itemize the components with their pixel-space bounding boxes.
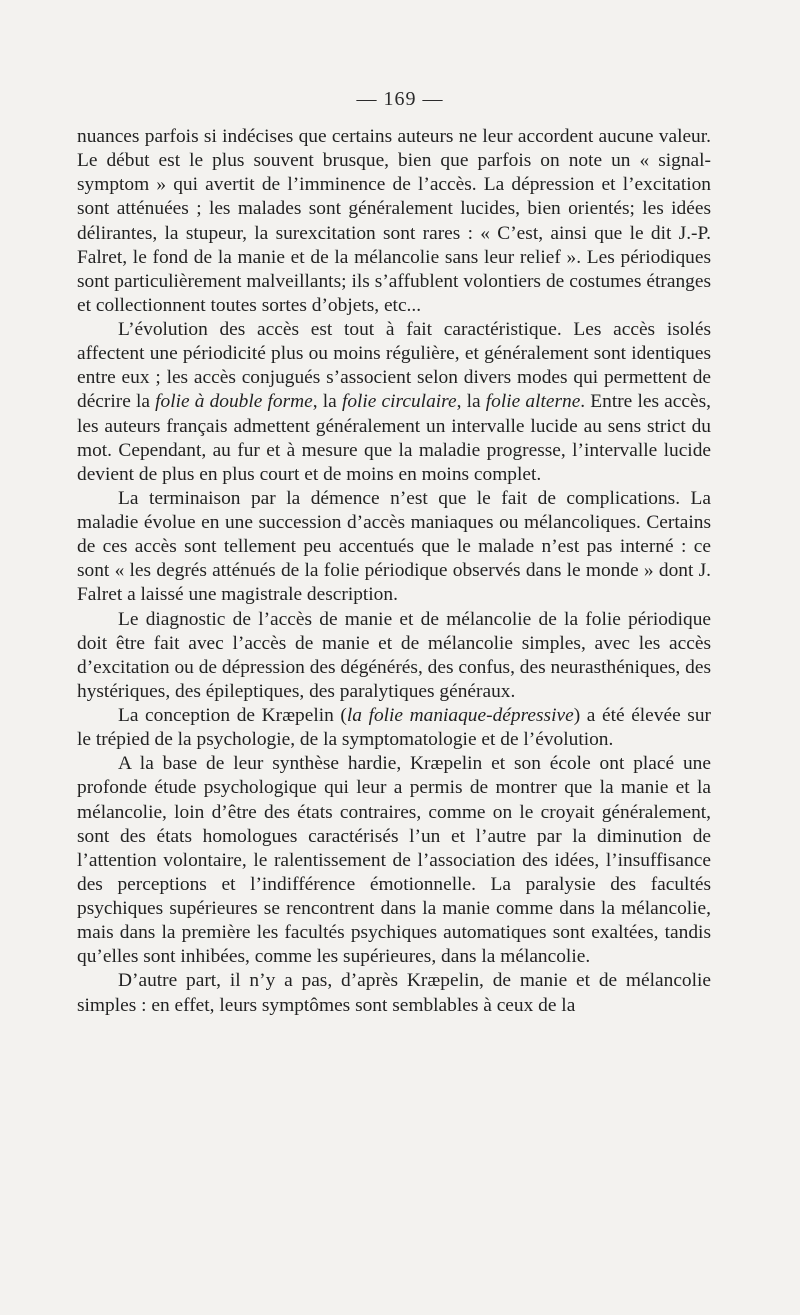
text-run: , la bbox=[312, 391, 342, 413]
text-run: . Entre les accès, les auteurs français admettent généralement un intervalle lucide au sens strict du mot. Cependant, au fur et à mesure que la maladie progresse, l’intervalle lucide devient de plus en plus court et de moins en moins complet. bbox=[77, 391, 711, 485]
paragraph bbox=[77, 704, 711, 752]
text-run: D’autre part, il n’y a pas, d’après Kræpelin, de manie et de mélancolie simples : en effet, leurs symptômes sont semblables à ceux de la bbox=[77, 970, 711, 1016]
paragraph bbox=[77, 608, 711, 705]
paragraph bbox=[77, 125, 711, 318]
paragraph bbox=[77, 487, 711, 608]
italic-term: la folie maniaque-dépressive bbox=[346, 705, 574, 726]
italic-term: folie circulaire bbox=[341, 391, 457, 413]
text-run: L’évolution des accès est tout à fait caractéristique. Les accès isolés affectent une périodicité plus ou moins régulière, et généralement sont identiques entre eux ; les accès conjugués s’associent selon divers modes qui permettent de décrire la bbox=[77, 319, 711, 413]
text-run: ) a été élevée sur le trépied de la psychologie, de la symptomatologie et de l’évolution. bbox=[77, 705, 712, 751]
text-run: La terminaison par la démence n’est que le fait de complications. La maladie évolue en une succession d’accès maniaques ou mélancoliques. Certains de ces accès sont tellement peu accentués que le malade n’est pas interné : ce sont « les degrés atténués de la folie périodique observés dans le monde » dont J. Falret a laissé une magistrale description. bbox=[77, 487, 711, 606]
italic-term: folie alterne bbox=[485, 391, 581, 413]
text-run: Le diagnostic de l’accès de manie et de mélancolie de la folie périodique doit être fait avec l’accès de manie et de mélancolie simples, avec les accès d’excitation ou de dépression des dégénérés, des confus, des neurasthéniques, des hystériques, des épileptiques, des paralytiques généraux. bbox=[77, 608, 711, 702]
text-run: nuances parfois si indécises que certains auteurs ne leur accordent aucune valeur. Le début est le plus souvent brusque, bien que parfois on note un « signal-symptom » qui avertit de l’imminence de l’accès. La dépression et l’excitation sont atténuées ; les malades sont généralement lucides, bien orientés; les idées délirantes, la stupeur, la surexcitation sont rares : « C’est, ainsi que le dit J.-P. Falret, le fond de la manie et de la mélancolie sans leur relief ». Les périodiques sont particulièrement malveillants; ils s’affublent volontiers de costumes étranges et collectionnent toutes sortes d’objets, etc... bbox=[77, 126, 711, 316]
text-run: , la bbox=[456, 391, 486, 413]
italic-term: folie à double forme bbox=[155, 391, 313, 413]
body-text bbox=[77, 125, 711, 1018]
text-run: La conception de Kræpelin ( bbox=[118, 705, 347, 726]
paragraph bbox=[77, 752, 711, 969]
paragraph bbox=[77, 969, 711, 1017]
text-run: A la base de leur synthèse hardie, Kræpelin et son école ont placé une profonde étude psychologique qui leur a permis de montrer que la manie et la mélancolie, loin d’être des états contraires, comme on le croyait généralement, sont des états homologues caractérisés l’un et l’autre par la diminution de l’attention volontaire, le ralentissement de l’association des idées, l’insuffisance des perceptions et l’indifférence émotionnelle. La paralysie des facultés psychiques supérieures se rencontrent dans la manie comme dans la mélancolie, mais dans la première les facultés psychiques automatiques sont exaltées, tandis qu’elles sont inhibées, comme les supérieures, dans la mélancolie. bbox=[77, 753, 711, 968]
paragraph bbox=[77, 318, 711, 487]
page-number: — 169 — bbox=[356, 88, 444, 110]
